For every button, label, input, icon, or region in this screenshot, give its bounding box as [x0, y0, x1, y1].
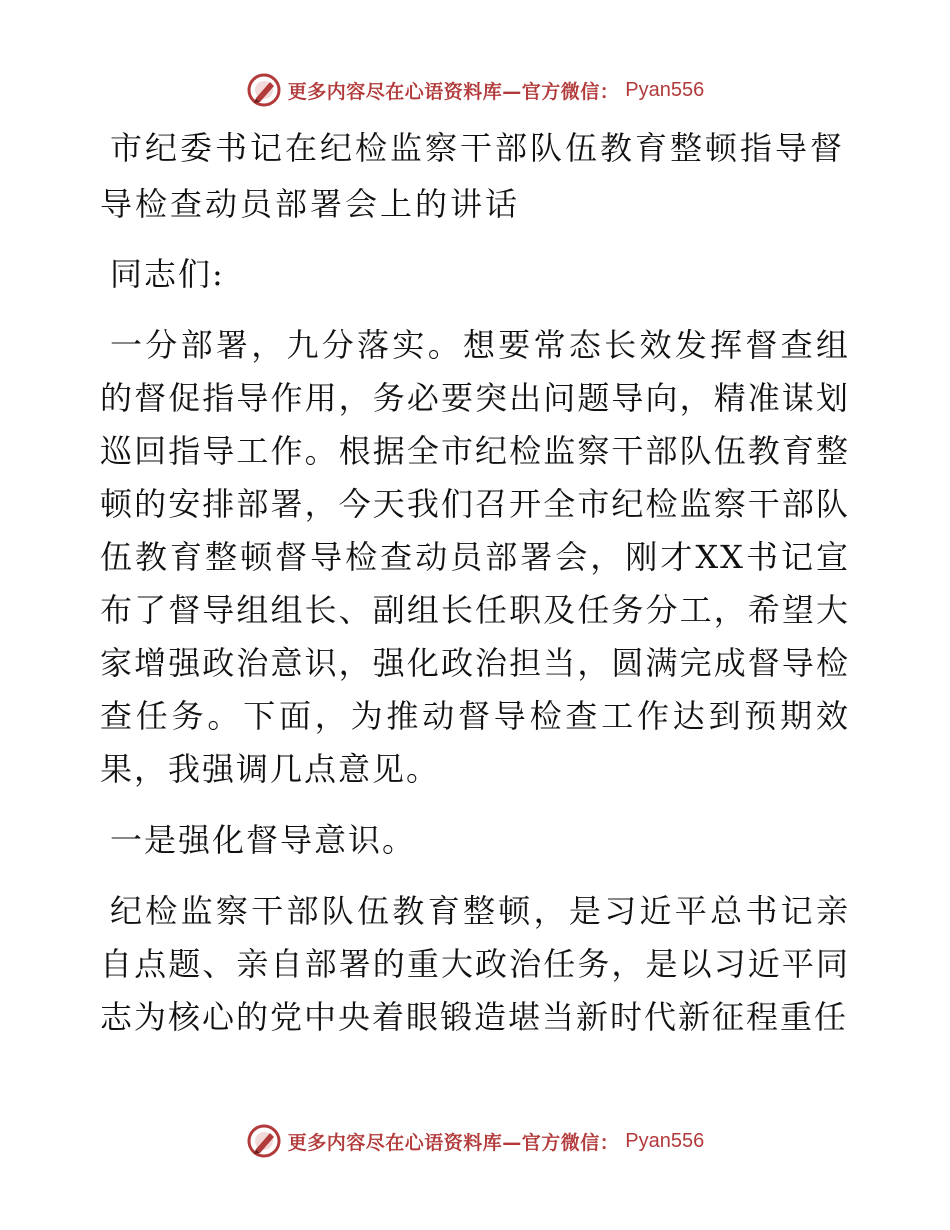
document-body	[100, 120, 850, 1062]
banner-wechat-handle: Pyan556	[625, 1129, 705, 1152]
banner-wechat-handle: Pyan556	[625, 78, 705, 101]
pen-logo-icon	[246, 72, 282, 108]
pen-logo-icon	[246, 1123, 282, 1159]
paragraph-greeting: 同志们:	[110, 255, 225, 293]
banner-text: 更多内容尽在心语资料库—官方微信：	[287, 80, 620, 103]
paragraph-body: 一分部署，九分落实。想要常态长效发挥督查组的督促指导作用，务必要突出问题导向，精准谋划巡回指导工作。根据全市纪检监察干部队伍教育整顿的安排部署，今天我们召开全市纪检监察干部队伍教育整顿督导检查动员部署会，刚才XX书记宣布了督导组组长、副组长任职及任务分工，希望大家增强政治意识，强化政治担当，圆满完成督导检查任务。下面，为推动督导检查工作达到预期效果，我强调几点意见。	[100, 326, 850, 788]
banner-text: 更多内容尽在心语资料库—官方微信：	[287, 1131, 620, 1154]
paragraph-body: 纪检监察干部队伍教育整顿，是习近平总书记亲自点题、亲自部署的重大政治任务，是以习近平同志为核心的党中央着眼锻造堪当新时代新征程重任	[100, 892, 850, 1036]
header-banner	[0, 70, 950, 110]
document-title: 市纪委书记在纪检监察干部队伍教育整顿指导督导检查动员部署会上的讲话	[100, 129, 846, 223]
footer-banner	[0, 1121, 950, 1161]
paragraph-heading: 一是强化督导意识。	[110, 821, 417, 859]
